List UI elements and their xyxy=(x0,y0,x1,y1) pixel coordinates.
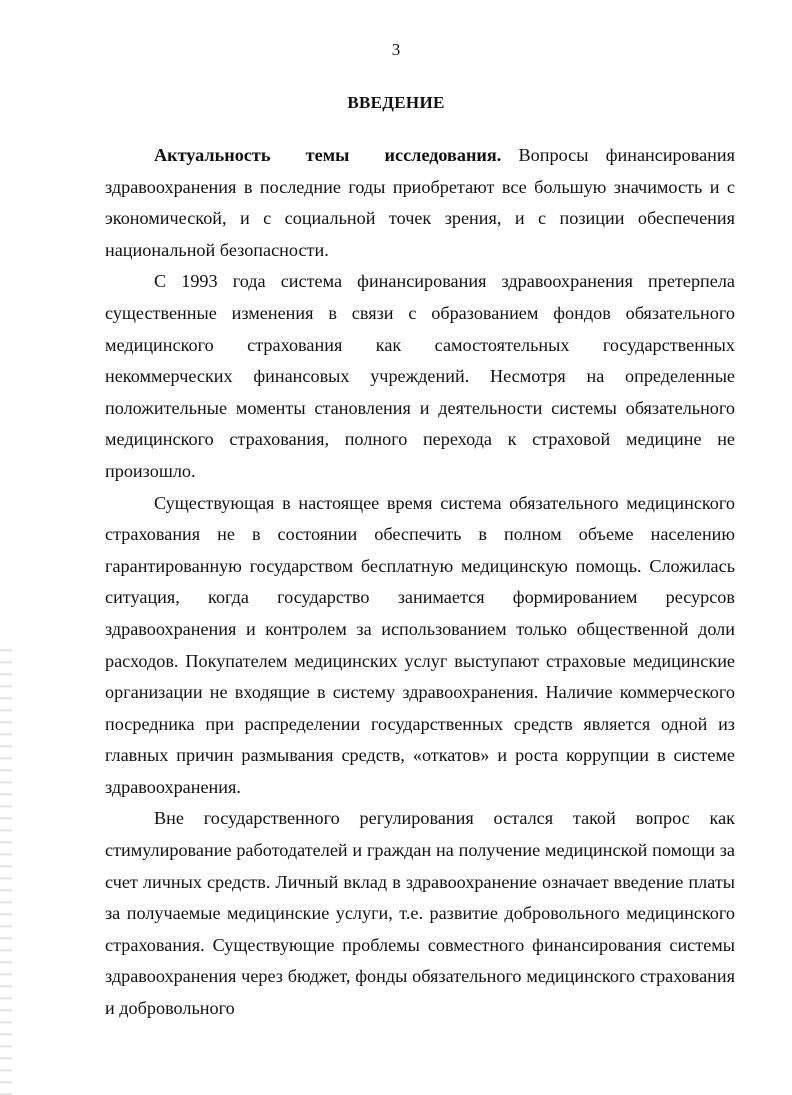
paragraph-relevance xyxy=(105,140,735,266)
paragraph-1993 xyxy=(105,266,735,487)
paragraph-text: Вопросы финансирования здравоохранения в последние годы приобретают все большую значимость и с экономической, и с социальной точек зрения, и с позиции обеспечения национальной безопасности. xyxy=(105,145,735,260)
paragraph-text: Вне государственного регулирования остался такой вопрос как стимулирование работодателей и граждан на получение медицинской помощи за счет личных средств. Личный вклад в здравоохранение означает введение платы за получаемые медицинские услуги, т.е. развитие добровольного медицинского страхования. Существующие проблемы совместного финансирования системы здравоохранения через бюджет, фонды обязательного медицинского страхования и добровольного xyxy=(105,808,735,1019)
paragraph-text: Существующая в настоящее время система обязательного медицинского страхования не в состоянии обеспечить в полном объеме населению гарантированную государством бесплатную медицинскую помощь. Сложилась ситуация, когда государство занимается формированием ресурсов здравоохранения и контролем за использованием только общественной доли расходов. Покупателем медицинских услуг выступают страховые медицинские организации не входящие в систему здравоохранения. Наличие коммерческого посредника при распределении государственных средств является одной из главных причин размывания средств, «откатов» и роста коррупции в системе здравоохранения. xyxy=(105,492,735,797)
paragraph-text: С 1993 года система финансирования здравоохранения претерпела существенные изменения в связи с образованием фондов обязательного медицинского страхования как самостоятельных государственных некоммерческих финансовых учреждений. Несмотря на определенные положительные моменты становления и деятельности системы обязательного медицинского страхования, полного перехода к страховой медицине не произошло. xyxy=(105,271,735,481)
paragraph-regulation xyxy=(105,803,735,1024)
body-text xyxy=(105,140,735,1025)
paragraph-lead: Актуальность темы исследования. xyxy=(154,145,502,165)
scan-edge-artifact xyxy=(0,640,12,1095)
paragraph-current-system xyxy=(105,488,735,804)
page-number: 3 xyxy=(391,40,401,59)
section-heading: ВВЕДЕНИЕ xyxy=(347,93,445,112)
